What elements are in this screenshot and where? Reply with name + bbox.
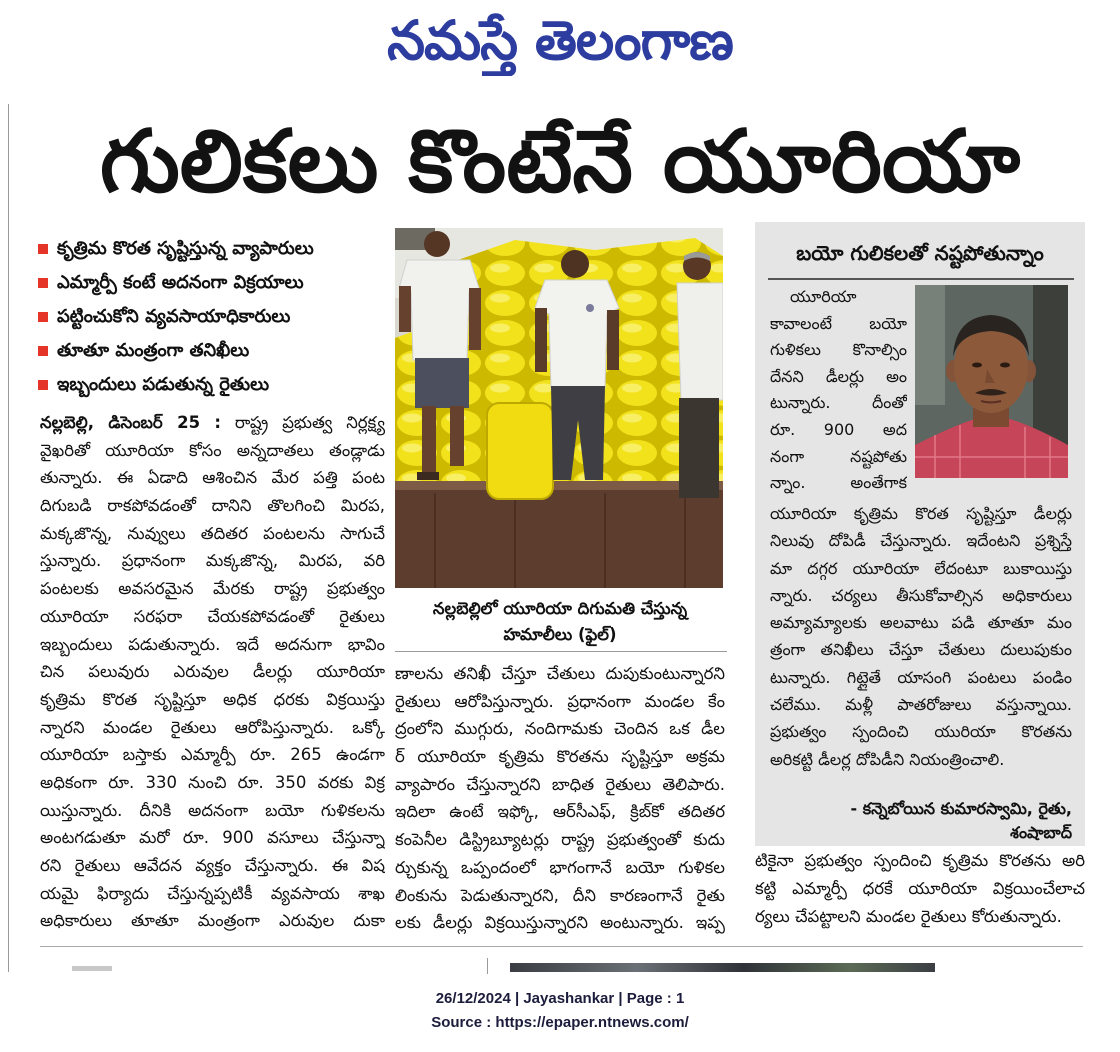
photo-caption — [395, 596, 725, 648]
farmer-quote-text — [770, 500, 1072, 773]
story-line: ణాలను తనిఖీ చేస్తూ చేతులు దుపుకుంటున్నారని — [395, 664, 725, 683]
story-line: మక్కజొన్న, నువ్వులు తదితర పంటలను సాగుచే — [40, 523, 385, 543]
quote-line: న్నారు. చర్యలు తీసుకోవాల్సిన అధికారులు — [770, 585, 1072, 605]
story-line: కృత్రిమ కొరత సృష్టిస్తూ అధిక ధరకు విక్రయిస్తు — [40, 689, 385, 709]
story-line: ర్ యూరియా కృత్రిమ కొరతను సృష్టిస్తూ అక్రమ — [395, 747, 725, 767]
masthead-logo: నమస్తే తెలంగాణ — [387, 9, 733, 72]
caption-rule — [395, 651, 727, 652]
story-line: లింకును పెడుతున్నారని, దీని కారణంగానే రైతు — [395, 885, 725, 905]
farmer-signature — [770, 797, 1072, 845]
story-left-column — [40, 409, 385, 935]
story-line: అధికారులు తూతూ మంత్రంగా ఎరువుల దుకా — [40, 911, 385, 931]
story-continuation — [755, 847, 1085, 931]
farmer-quote-heading: బయో గులికలతో నష్టపోతున్నాం — [796, 241, 1044, 265]
story-line: దిగుబడి రాకపోవడంతో దానిని తొలగించి మిరప, — [40, 496, 385, 516]
farmer-quote-narrow-text — [770, 284, 907, 497]
caption-line: హమాలీలు (ఫైల్) — [503, 625, 617, 644]
quote-line: అరికట్టి డీలర్ల దోపిడీని నియంత్రించాలి. — [770, 749, 1005, 769]
quote-line: నిలువు దోపిడీ చేస్తున్నారు. ఇదేంటని ప్రశ్నిస్తే — [770, 531, 1072, 551]
highlight-text: ఎమ్మార్పీ కంటే అదనంగా విక్రయాలు — [57, 272, 304, 293]
quote-line: అమ్యామ్యాలకు అలవాటు పడి తూతూ మం — [770, 613, 1072, 633]
story-line-text: రాష్ట్ర ప్రభుత్వ నిర్లక్ష్య — [234, 413, 385, 432]
sidebar-heading-rule — [768, 278, 1074, 280]
story-line: యిస్తున్నారు. దీనికి అదనంగా బయో గుళికలను — [40, 800, 385, 820]
highlight-item — [35, 368, 390, 402]
story-line: అంటగడుతూ మరో రూ. 900 వసూలు చేస్తున్నా — [40, 828, 385, 848]
story-line: రని రైతులు ఆవేదన వ్యక్తం చేస్తున్నారు. ఈ విష — [40, 856, 385, 875]
bottom-rule — [40, 946, 1083, 947]
quote-line: టున్నారు. దీంతో — [770, 393, 907, 413]
story-dateline: నల్లబెల్లి, డిసెంబర్ 25 : — [40, 413, 222, 432]
signature-place: శంషాబాద్ — [1010, 823, 1072, 842]
story-line: రైతులు ఆరోపిస్తున్నారు. ప్రధానంగా మండల కేం — [395, 691, 725, 711]
highlight-text: ఇబ్బందులు పడుతున్న రైతులు — [57, 374, 270, 395]
story-line: టికైనా ప్రభుత్వం స్పందించి కృత్రిమ కొరతను అరి — [755, 851, 1085, 870]
story-line: న్నారని మండల రైతులు ఆరోపిస్తున్నారు. ఒక్కో — [40, 717, 385, 737]
urea-unloading-photo — [395, 228, 723, 588]
story-line: ఇబ్బందులు పడుతున్నారు. ఇదే అదనుగా భావిం — [40, 634, 385, 654]
story-line: లకు డీలర్లు విక్రయిస్తున్నారని అంటున్నారు. ఇప్ప — [395, 913, 725, 933]
signature-name: - కన్నెబోయిన కుమారస్వామి, రైతు, — [850, 799, 1072, 818]
quote-line: యూరియా — [790, 287, 857, 306]
footer-source-line: Source : https://epaper.ntnews.com/ — [431, 1014, 689, 1031]
story-line — [40, 409, 385, 437]
story-line: యమై ఫిర్యాదు చేస్తున్నప్పటికీ వ్యవసాయ శాఖ — [40, 883, 385, 903]
story-line: చిన పలువురు ఎరువుల డీలర్లు యూరియా — [40, 662, 385, 682]
story-line: కట్టి ఎమ్మార్పీ ధరకే యూరియా విక్రయించేలాచ — [755, 879, 1085, 898]
story-middle-column — [395, 660, 725, 937]
quote-line: మా దగ్గర యూరియా లేదంటూ బుకాయిస్తు — [770, 558, 1072, 578]
farmer-portrait-photo — [915, 285, 1068, 478]
story-line: ర్యలు చేపట్టాలని మండల రైతులు కోరుతున్నారు. — [755, 907, 1062, 926]
story-line: ఇదిలా ఉంటే ఇఫ్కో, ఆర్‌సీఎఫ్, క్రిబ్‌కో తదితర — [395, 802, 725, 822]
quote-line: కావాలంటే బయో — [770, 313, 907, 333]
highlight-item — [35, 266, 390, 300]
story-line: వ్యాపారం చేస్తున్నారని బాధిత రైతులు తెలిపారు. — [395, 774, 725, 794]
left-page-rule — [8, 104, 9, 972]
story-line: స్తున్నారు. ప్రధానంగా మక్కజొన్న, మిరప, వరి — [40, 551, 385, 571]
bullet-square-icon — [38, 346, 48, 356]
bullet-square-icon — [38, 380, 48, 390]
next-story-text-edge — [72, 966, 112, 971]
highlight-item — [35, 334, 390, 368]
highlight-item — [35, 232, 390, 266]
bullet-square-icon — [38, 278, 48, 288]
photo-illustration — [395, 228, 723, 588]
story-line: తున్నారు. ఈ ఏడాది ఆశించిన మేర పత్తి పంట — [40, 468, 385, 488]
quote-line: టున్నారు. గిట్లైతే యాసంగి పంటలు పండిం — [770, 667, 1072, 687]
story-line: ద్రంలోని ముగ్గురు, నందిగామకు చెందిన ఒక డీల — [395, 719, 725, 739]
quote-line: గుళికలు కొనాల్సిం — [770, 340, 907, 360]
story-line: వైఖరితో యూరియా కోసం అన్నదాతలు తండ్లాడు — [40, 440, 385, 460]
story-line: ర్చుకున్న ఒప్పందంలో భాగంగానే బయో గుళికల — [395, 857, 725, 877]
quote-line: చలేము. మళ్లీ పాతరోజులు వస్తున్నాయి. — [770, 695, 1072, 715]
next-story-divider — [487, 958, 488, 974]
quote-line: త్రంగా తనిఖీలు చేస్తూ చేతులు దులుపుకుం — [770, 640, 1072, 660]
quote-line: యూరియా కృత్రిమ కొరత సృష్టిస్తూ డీలర్లు — [770, 504, 1072, 523]
quote-line: న్నాం. అంతేగాక — [770, 473, 907, 493]
portrait-illustration — [915, 285, 1068, 478]
highlights-list — [35, 232, 390, 402]
highlight-text: తూతూ మంత్రంగా తనిఖీలు — [57, 340, 250, 361]
next-story-image-edge — [510, 963, 935, 972]
story-line: యూరియా బస్తాకు ఎమ్మార్పీ రూ. 265 ఉండగా — [40, 745, 385, 765]
story-line: పంటలకు అవసరమైన మేరకు రాష్ట్ర ప్రభుత్వం — [40, 579, 385, 599]
story-line: కంపెనీల డిస్ట్రిబ్యూటర్లు రాష్ట్ర ప్రభుత్వంతో కుదు — [395, 830, 725, 850]
quote-line: నంగా నష్టపోతు — [770, 446, 907, 466]
story-line: యూరియా సరఫరా చేయకపోవడంతో రైతులు — [40, 606, 385, 626]
highlight-item — [35, 300, 390, 334]
bullet-square-icon — [38, 312, 48, 322]
caption-line: నల్లబెల్లిలో యూరియా దిగుమతి చేస్తున్న — [432, 599, 688, 618]
highlight-text: పట్టించుకోని వ్యవసాయాధికారులు — [57, 306, 291, 327]
story-line: అధికంగా రూ. 330 నుంచి రూ. 350 వరకు విక్ర — [40, 772, 385, 792]
quote-line: దేనని డీలర్లు అం — [770, 366, 907, 386]
footer-edition-line: 26/12/2024 | Jayashankar | Page : 1 — [435, 990, 685, 1007]
bullet-square-icon — [38, 244, 48, 254]
highlight-text: కృత్రిమ కొరత సృష్టిస్తున్న వ్యాపారులు — [57, 238, 314, 259]
quote-line: రూ. 900 అద — [770, 419, 907, 439]
quote-line: ప్రభుత్వం స్పందించి యురియా కొరతను — [770, 722, 1072, 742]
page-headline: గులికలు కొంటేనే యూరియా — [99, 112, 1021, 212]
